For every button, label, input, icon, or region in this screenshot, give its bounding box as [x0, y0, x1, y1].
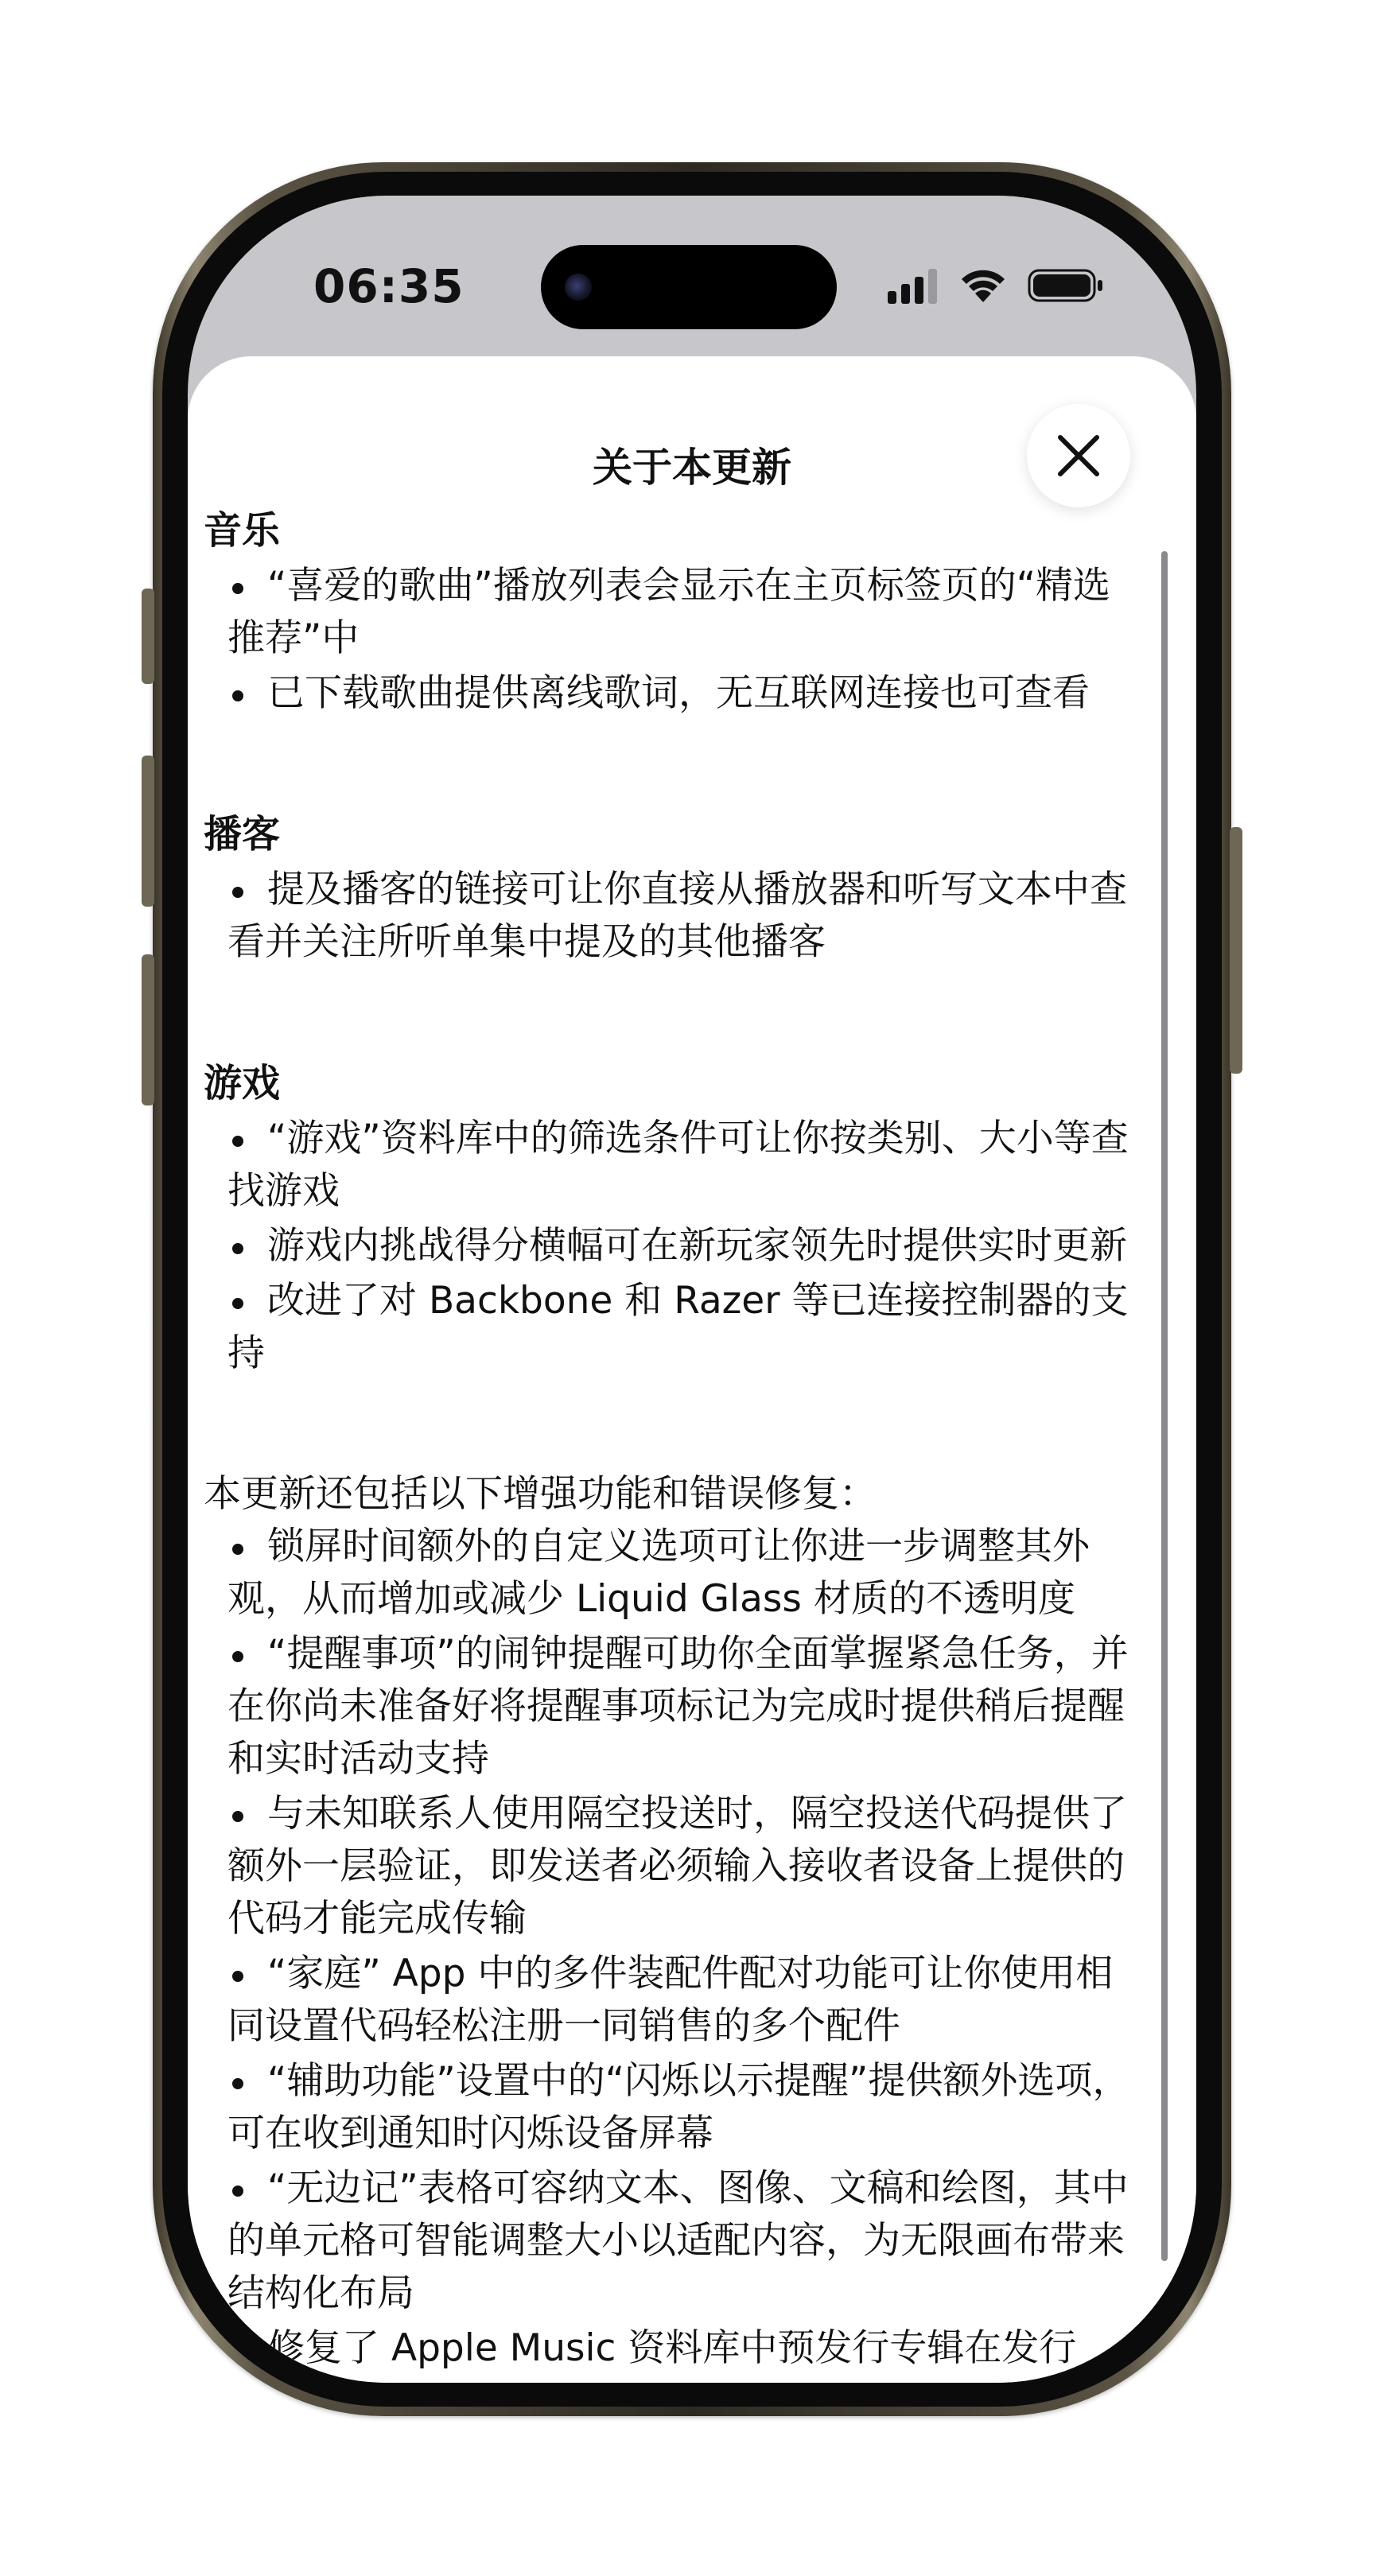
list-item: 游戏内挑战得分横幅可在新玩家领先时提供实时更新: [204, 1220, 1142, 1272]
bullet-icon: [232, 1243, 243, 1254]
release-notes[interactable]: [204, 504, 1142, 2377]
bullet-icon: [232, 1971, 243, 1982]
list-item: “无边记”表格可容纳文本、图像、文稿和绘图，其中的单元格可智能调整大小以适配内容，为无限画布带来结构化布局: [227, 2166, 1129, 2315]
list-item: “辅助功能”设置中的“闪烁以示提醒”提供额外选项，可在收到通知时闪烁设备屏幕: [227, 2059, 1130, 2155]
list-item: 改进了对 Backbone 和 Razer 等已连接控制器的支持: [227, 1279, 1129, 1375]
music-list: [204, 560, 1142, 720]
battery-icon: [1028, 267, 1104, 304]
list-item: 提及播客的链接可让你直接从播放器和听写文本中查看并关注所听单集中提及的其他播客: [227, 868, 1127, 964]
phone-screen: [188, 196, 1196, 2383]
wifi-icon: [959, 267, 1007, 304]
list-item: “提醒事项”的闹钟提醒可助你全面掌握紧急任务，并在你尚未准备好将提醒事项标记为完成时提供稍后提醒和实时活动支持: [227, 1632, 1129, 1781]
bullet-icon: [232, 2345, 243, 2356]
list-item: “家庭” App 中的多件装配件配对功能可让你使用相同设置代码轻松注册一同销售的多个配件: [227, 1952, 1114, 2048]
list-item: 锁屏时间额外的自定义选项可让你进一步调整其外观，从而增加或减少 Liquid Glass 材质的不透明度: [227, 1525, 1090, 1621]
section-title-games: 游戏: [204, 1061, 281, 1105]
section-title-music: 音乐: [204, 508, 281, 553]
enhancements-list: [204, 1521, 1142, 2375]
section-title-podcasts: 播客: [204, 812, 281, 857]
bullet-icon: [232, 2186, 243, 2197]
bullet-icon: [232, 2078, 243, 2089]
podcasts-list: [204, 864, 1142, 969]
status-time: 06:35: [313, 259, 465, 313]
close-icon: [1055, 433, 1102, 479]
bullet-icon: [232, 887, 243, 898]
status-icons: [888, 266, 1142, 305]
list-item: 与未知联系人使用隔空投送时，隔空投送代码提供了额外一层验证，即发送者必须输入接收者设备上提供的代码才能完成传输: [227, 1792, 1127, 1941]
list-item: 已下载歌曲提供离线歌词，无互联网连接也可查看: [204, 667, 1142, 720]
list-item: “游戏”资料库中的筛选条件可让你按类别、大小等查找游戏: [227, 1117, 1129, 1213]
bullet-icon: [232, 1651, 243, 1662]
list-item: “喜爱的歌曲”播放列表会显示在主页标签页的“精选推荐”中: [227, 564, 1111, 660]
enhancements-intro: 本更新还包括以下增强功能和错误修复：: [204, 1472, 877, 1516]
games-list: [204, 1113, 1142, 1380]
cellular-signal-icon: [888, 269, 939, 304]
scrollbar[interactable]: [1161, 551, 1168, 2261]
sheet-title: 关于本更新: [593, 445, 791, 491]
volume-up-button: [142, 756, 154, 907]
volume-down-button: [142, 954, 154, 1105]
front-camera-icon: [565, 274, 592, 301]
bullet-icon: [232, 1136, 243, 1147]
dynamic-island: [541, 245, 837, 329]
bullet-icon: [232, 690, 243, 701]
list-item: 修复了 Apple Music 资料库中预发行专辑在发行: [204, 2322, 1142, 2375]
bullet-icon: [232, 1544, 243, 1555]
action-button: [142, 589, 154, 684]
side-button: [1230, 827, 1242, 1074]
update-sheet: [188, 356, 1196, 2383]
bullet-icon: [232, 1298, 243, 1309]
bullet-icon: [232, 1811, 243, 1822]
bullet-icon: [232, 583, 243, 594]
close-button[interactable]: [1027, 404, 1130, 507]
